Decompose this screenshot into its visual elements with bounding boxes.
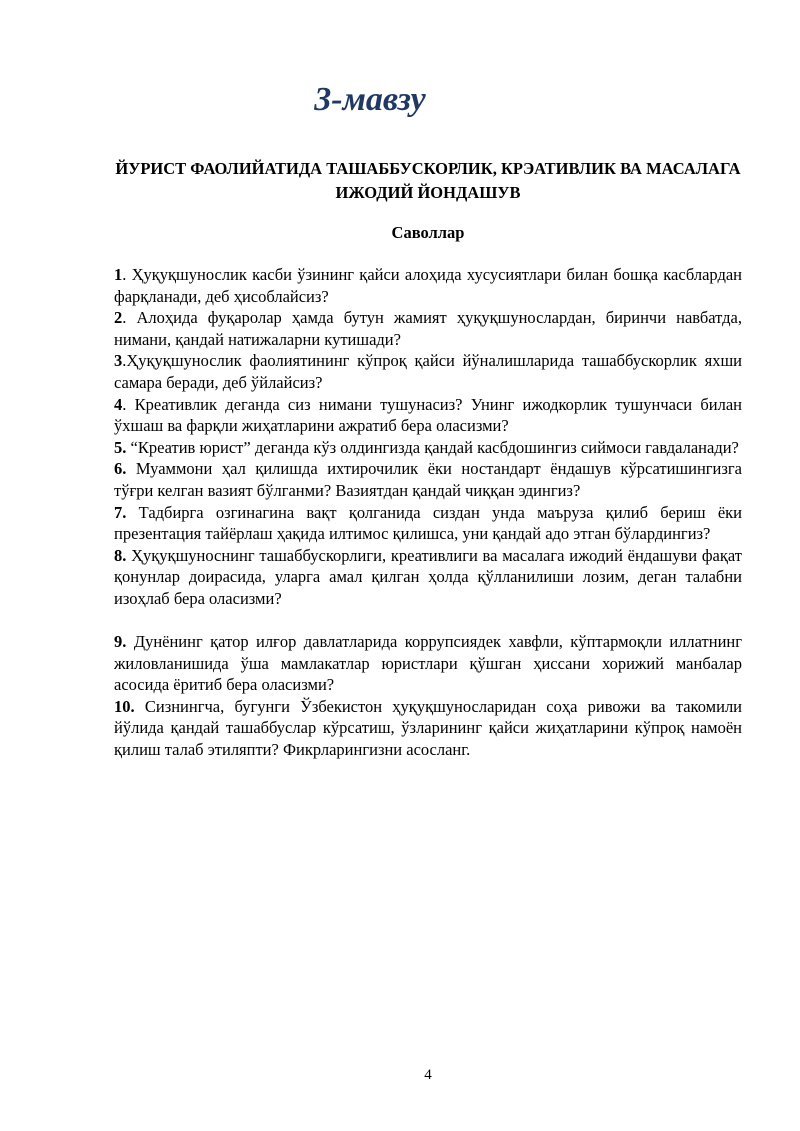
question-item-10 xyxy=(114,696,742,761)
page-number: 4 xyxy=(424,1067,432,1083)
question-number: 3 xyxy=(114,351,123,371)
question-separator xyxy=(135,697,145,716)
question-item-8 xyxy=(114,545,742,610)
question-text: “Креатив юрист” деганда кўз олдингизда қандай касбдошингиз сиймоси гавдаланади? xyxy=(130,437,739,457)
question-number: 8. xyxy=(114,545,127,565)
question-item-3 xyxy=(114,350,742,393)
question-item-9 xyxy=(114,631,742,696)
question-separator: . xyxy=(122,394,135,414)
main-heading: ЙУРИСТ ФАОЛИЙАТИДА ТАШАББУСКОРЛИК, КРЭАТИВЛИК ВА МАСАЛАГА ИЖОДИЙ ЙОНДАШУВ xyxy=(115,159,741,202)
question-text: Ҳуқуқшуноснинг ташаббускорлиги, креативлиги ва масалага ижодий ёндашуви фақат қонунлар доирасида, уларга амал қилган ҳолда қўлланилиши лозим, деган талабни изоҳлаб бера оласизми? xyxy=(114,545,742,608)
question-text: Алоҳида фуқаролар ҳамда бутун жамият ҳуқуқшунослардан, биринчи навбатда, нимани, қандай натижаларни кутишади? xyxy=(114,308,743,349)
question-separator: . xyxy=(122,308,137,328)
question-item-2 xyxy=(114,307,742,350)
topic-title: 3-мавзу xyxy=(314,81,426,118)
question-text: Тадбирга озгинагина вақт қолганида сиздан унда маъруза қилиб бериш ёки презентация тайёрлаш ҳақида илтимос қилишса, уни қандай адо этган бўлардингиз? xyxy=(114,502,743,544)
question-text: Сизнингча, бугунги Ўзбекистон ҳуқуқшуносларидан соҳа ривожи ва такомили йўлида қандай ташаббуслар кўрсатиш, ўзларининг қайси жиҳатларини кўпроқ намоён қилиш талаб этиляпти? Фикрларингизни асосланг. xyxy=(114,696,743,760)
question-number: 9. xyxy=(114,632,127,652)
question-item-4 xyxy=(114,394,742,437)
question-text: Ҳуқуқшунослик фаолиятининг кўпроқ қайси йўналишларида ташаббускорлик яхши самара беради, деб ўйлайсиз? xyxy=(114,351,742,392)
questions-list xyxy=(114,264,742,761)
question-number: 4 xyxy=(114,394,123,414)
question-separator xyxy=(126,632,133,651)
question-number: 6. xyxy=(114,459,127,479)
question-text: Креативлик деганда сиз нимани тушунасиз? Унинг ижодкорлик тушунчаси билан ўхшаш ва фарқли жиҳатларини ажратиб бера оласизми? xyxy=(114,394,742,436)
questions-heading: Саволлар xyxy=(391,223,465,242)
question-text: Ҳуқуқшунослик касби ўзининг қайси алоҳида хусусиятлари билан бошқа касблардан фарқланади, деб ҳисоблайсиз? xyxy=(114,265,742,306)
question-number: 5. xyxy=(114,437,127,457)
question-separator xyxy=(126,503,138,522)
question-item-7 xyxy=(114,502,742,545)
question-separator: . xyxy=(122,265,132,284)
question-number: 1 xyxy=(114,265,123,284)
question-number: 7. xyxy=(114,502,127,522)
question-item-6 xyxy=(114,458,742,501)
question-separator: . xyxy=(122,351,127,371)
question-number: 2 xyxy=(114,308,123,328)
question-number: 10. xyxy=(114,696,135,716)
question-item-5 xyxy=(114,437,742,459)
question-item-1 xyxy=(114,264,742,307)
question-text: Муаммони ҳал қилишда ихтирочилик ёки ностандарт ёндашув кўрсатишингизга тўғри келган вазият бўлганми? Вазиятдан қандай чиққан эдингиз? xyxy=(114,459,742,500)
question-separator xyxy=(126,459,136,478)
question-text: Дунёнинг қатор илғор давлатларида коррупсиядек хавфли, кўптармоқли иллатнинг жиловланишида ўша мамлакатлар юристлари қўшган ҳиссани хорижий манбалар асосида ёритиб бера оласизми? xyxy=(114,632,742,695)
